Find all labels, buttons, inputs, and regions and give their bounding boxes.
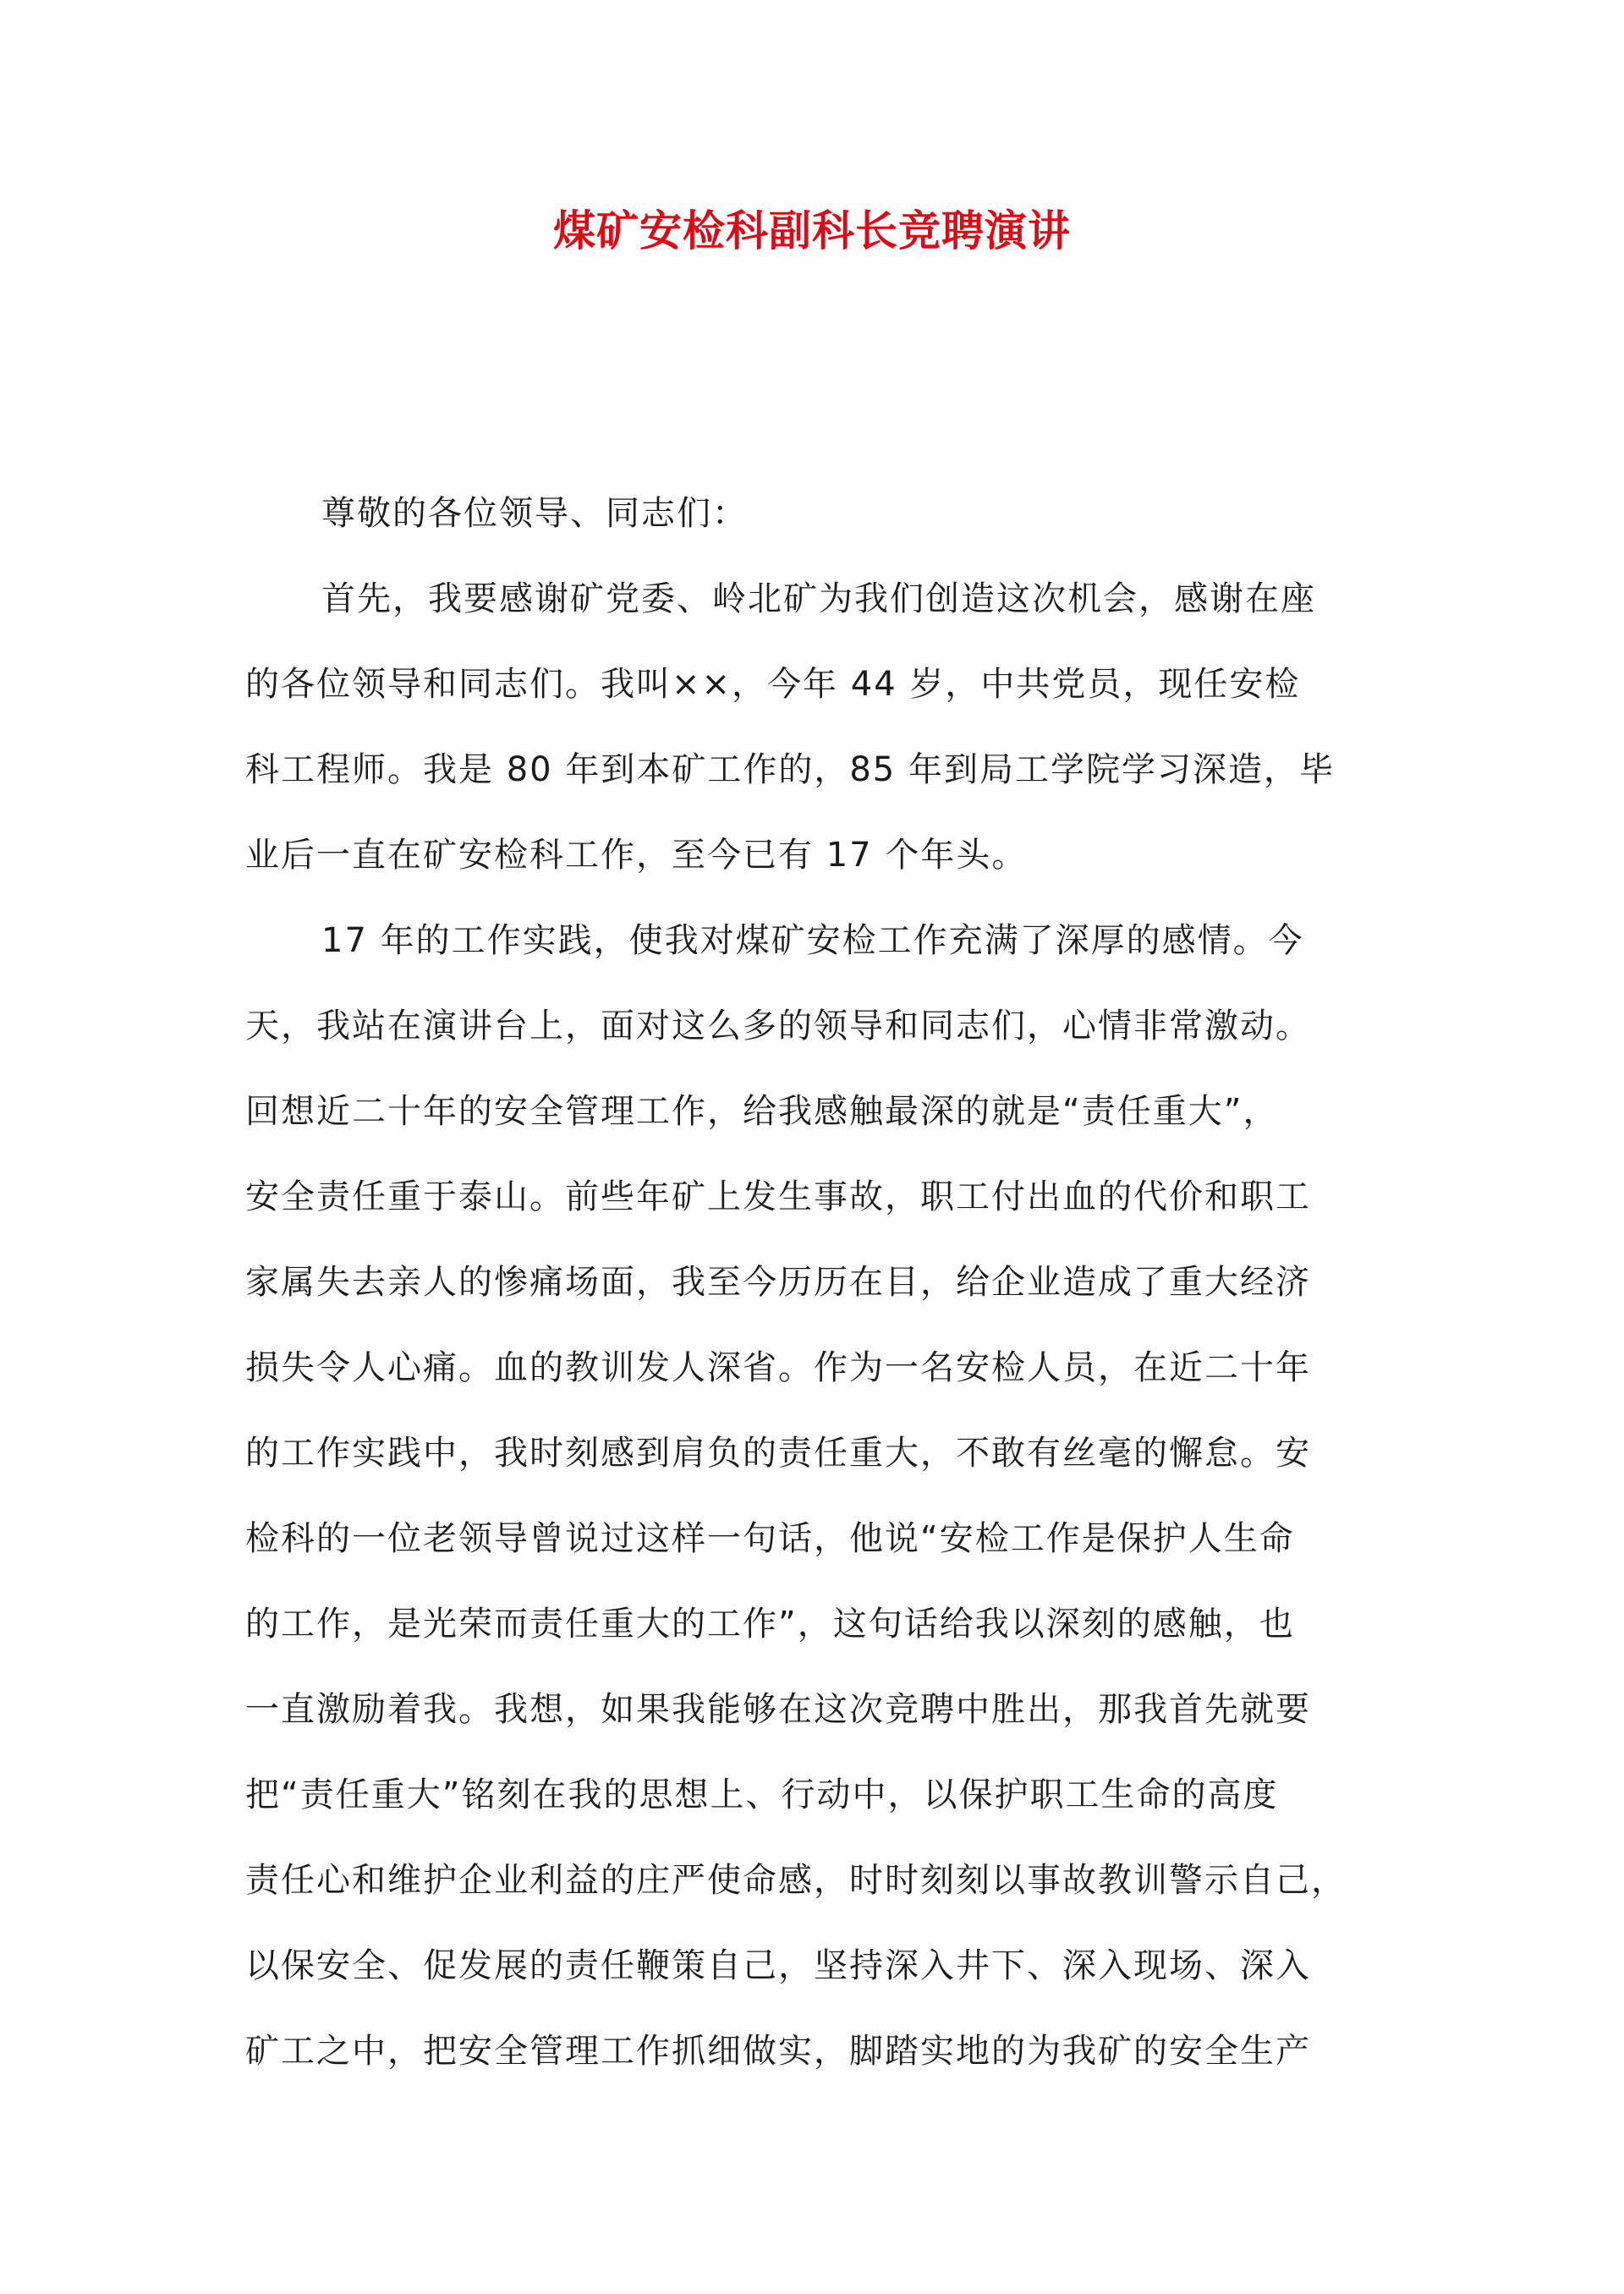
body-line: 安全责任重于泰山。前些年矿上发生事故，职工付出血的代价和职工 xyxy=(245,1177,1311,1216)
body-line: 把“责任重大”铭刻在我的思想上、行动中，以保护职工生命的高度 xyxy=(245,1775,1279,1814)
body-line: 的工作，是光荣而责任重大的工作”，这句话给我以深刻的感触，也 xyxy=(245,1605,1295,1644)
document-title: 煤矿安检科副科长竞聘演讲 xyxy=(553,206,1071,255)
body-line: 责任心和维护企业利益的庄严使命感，时时刻刻以事故教训警示自己， xyxy=(245,1861,1347,1900)
body-line: 以保安全、促发展的责任鞭策自己，坚持深入井下、深入现场、深入 xyxy=(245,1946,1311,1985)
body-line: 检科的一位老领导曾说过这样一句话，他说“安检工作是保护人生命 xyxy=(245,1519,1295,1558)
document-body xyxy=(245,471,1387,2094)
body-line: 17 年的工作实践，使我对煤矿安检工作充满了深厚的感情。今 xyxy=(321,921,1304,960)
body-line: 尊敬的各位领导、同志们： xyxy=(321,494,748,533)
body-line: 家属失去亲人的惨痛场面，我至今历历在目，给企业造成了重大经济 xyxy=(245,1263,1311,1302)
body-line: 业后一直在矿安检科工作，至今已有 17 个年头。 xyxy=(245,836,1028,875)
body-line: 矿工之中，把安全管理工作抓细做实，脚踏实地的为我矿的安全生产 xyxy=(245,2032,1311,2071)
body-line: 损失令人心痛。血的教训发人深省。作为一名安检人员，在近二十年 xyxy=(245,1348,1311,1387)
body-line: 的各位领导和同志们。我叫××，今年 44 岁，中共党员，现任安检 xyxy=(245,665,1301,704)
body-line: 的工作实践中，我时刻感到肩负的责任重大，不敢有丝毫的懈怠。安 xyxy=(245,1434,1311,1473)
body-line: 科工程师。我是 80 年到本矿工作的，85 年到局工学院学习深造，毕 xyxy=(245,750,1335,789)
body-line: 回想近二十年的安全管理工作，给我感触最深的就是“责任重大”， xyxy=(245,1092,1279,1131)
body-line: 一直激励着我。我想，如果我能够在这次竞聘中胜出，那我首先就要 xyxy=(245,1690,1311,1729)
body-line: 首先，我要感谢矿党委、岭北矿为我们创造这次机会，感谢在座 xyxy=(321,579,1316,618)
body-line: 天，我站在演讲台上，面对这么多的领导和同志们，心情非常激动。 xyxy=(245,1007,1311,1045)
